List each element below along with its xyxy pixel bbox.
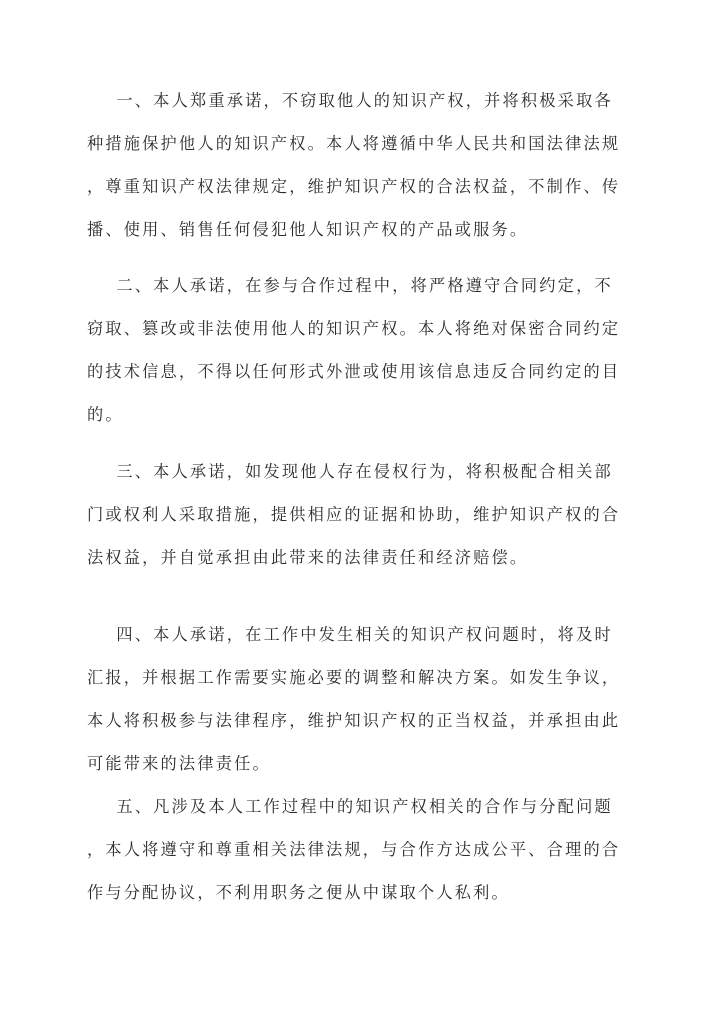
paragraph-line: 的。 <box>87 405 124 424</box>
paragraph-line: 二、本人承诺，在参与合作过程中，将严格遵守合同约定，不 <box>87 276 613 295</box>
paragraph-2 <box>87 264 637 436</box>
paragraph-line: 种措施保护他人的知识产权。本人将遵循中华人民共和国法律法规 <box>87 134 621 153</box>
paragraph-line: 三、本人承诺，如发现他人存在侵权行为，将积极配合相关部 <box>87 462 613 481</box>
paragraph-4 <box>87 613 637 785</box>
paragraph-line: 作与分配协议，不利用职务之便从中谋取个人私利。 <box>87 883 510 902</box>
paragraph-line: 五、凡涉及本人工作过程中的知识产权相关的合作与分配问题 <box>87 797 613 816</box>
paragraph-line: 窃取、篡改或非法使用他人的知识产权。本人将绝对保密合同约定 <box>87 319 621 338</box>
paragraph-line: 门或权利人采取措施，提供相应的证据和协助，维护知识产权的合 <box>87 505 621 524</box>
paragraph-5 <box>87 785 637 914</box>
paragraph-line: 一、本人郑重承诺，不窃取他人的知识产权，并将积极采取各 <box>87 91 613 110</box>
paragraph-line: 的技术信息，不得以任何形式外泄或使用该信息违反合同约定的目 <box>87 362 621 381</box>
paragraph-line: ，尊重知识产权法律规定，维护知识产权的合法权益，不制作、传 <box>87 177 621 196</box>
paragraph-line: 四、本人承诺，在工作中发生相关的知识产权问题时，将及时 <box>87 625 613 644</box>
paragraph-line: 可能带来的法律责任。 <box>87 754 271 773</box>
paragraph-3 <box>87 450 637 579</box>
paragraph-line: ，本人将遵守和尊重相关法律法规，与合作方达成公平、合理的合 <box>87 840 621 859</box>
paragraph-1 <box>87 79 637 251</box>
paragraph-line: 汇报，并根据工作需要实施必要的调整和解决方案。如发生争议， <box>87 668 621 687</box>
paragraph-line: 法权益，并自觉承担由此带来的法律责任和经济赔偿。 <box>87 548 529 567</box>
paragraph-line: 本人将积极参与法律程序，维护知识产权的正当权益，并承担由此 <box>87 711 621 730</box>
paragraph-line: 播、使用、销售任何侵犯他人知识产权的产品或服务。 <box>87 220 529 239</box>
